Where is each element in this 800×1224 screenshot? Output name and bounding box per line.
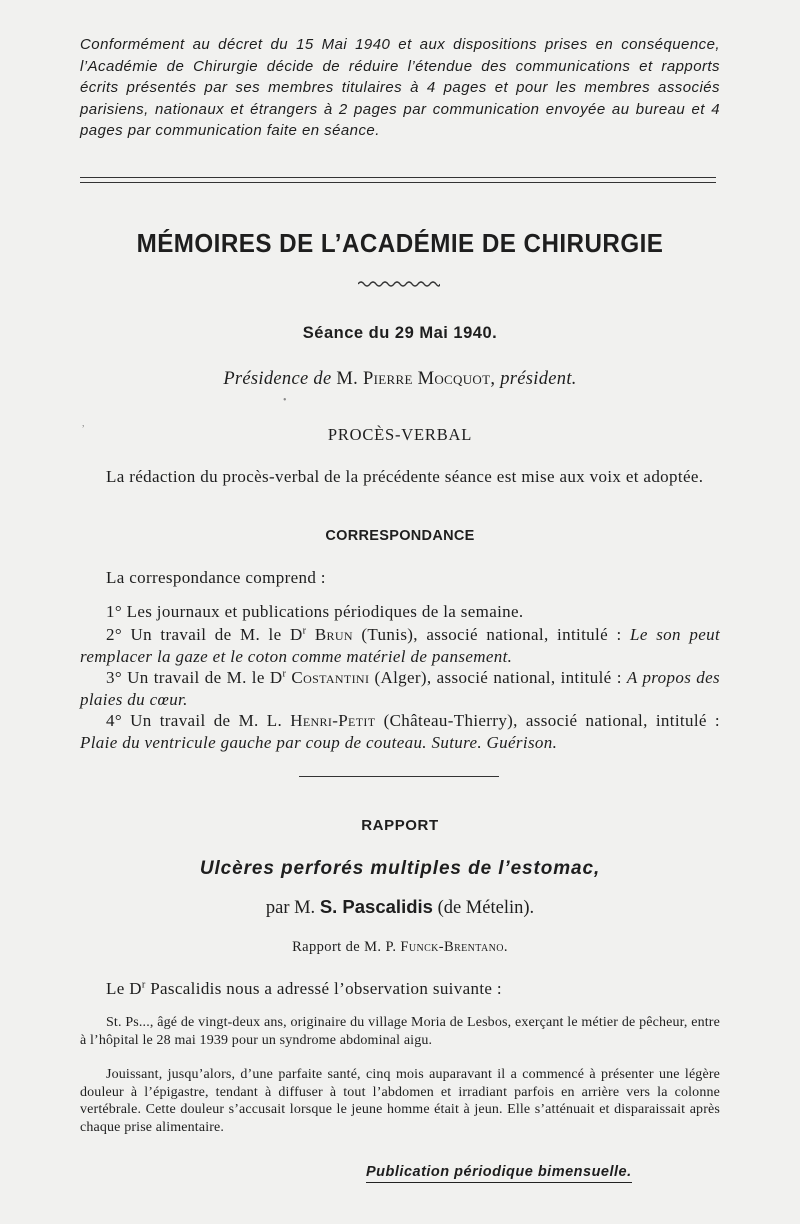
observation-paragraph-2: Jouissant, jusqu’alors, d’une parfaite santé, cinq mois auparavant il a commencé à présenter une légère douleur à l’épigastre, tendant à diffuser à tout l’abdomen et irradiant parfois en arrière vers la colonne vertébrale. Cette douleur s’accusait lorsque le jeune homme était à jeun. Elle s’atténuait et disparaissait après chaque prise alimentaire. [80,1067,720,1135]
seance-date: Séance du 29 Mai 1940. [302,324,498,342]
correspondance-item-3: 3° Un travail de M. le $D^r$ Costantini (Alger), associé national, intitulé : A propos des plaies du cœur. [80,668,721,709]
author-brun: Brun [314,625,353,644]
footer-publication: Publication périodique bimensuelle. [366,1164,632,1183]
ornament-squiggle [358,279,440,287]
report-author: S. Pascalidis [319,896,433,917]
work-title-2: Le son peut remplacer la gaze et le coton comme matériel de pansement. [80,625,721,666]
observation-paragraph-1: St. Ps..., âgé de vingt-deux ans, originaire du village Moria de Lesbos, exerçant le métier de pêcheur, entre à l’hôpital le 28 mai 1939 pour un syndrome abdominal aigu. [80,1015,720,1048]
header-rule-bottom [80,182,716,183]
rapporteur-name: Funck-Brentano. [400,939,508,955]
president-name: Pierre Mocquot [363,369,491,389]
correspondance-item-2: 2° Un travail de M. le $D^r$ Brun (Tunis), associé national, intitulé : Le son peut remplacer la gaze et le coton comme matériel de pansement. [80,625,721,666]
correspondance-intro: La correspondance comprend : [106,568,326,587]
report-author-line: par M. S. Pascalidis (de Mételin). [265,896,535,918]
presidence-line: Présidence de M. Pierre Mocquot, président. [223,369,577,389]
correspondance-item-4: 4° Un travail de M. L. Henri-Petit (Château-Thierry), associé national, intitulé : Plaie du ventricule gauche par coup de couteau. Suture. Guérison. [80,711,720,752]
section-divider [299,776,499,777]
correspondance-heading: CORRESPONDANCE [325,528,475,544]
author-henri-petit: Henri-Petit [290,711,376,730]
speck-mark-left: , [82,418,85,429]
correspondance-item-1: 1° Les journaux et publications périodiques de la semaine. [106,602,524,621]
proces-verbal-text: La rédaction du procès-verbal de la précédente séance est mise aux voix et adoptée. [106,467,704,486]
speck-mark: • [283,395,287,406]
report-title: Ulcères perforés multiples de l’estomac, [199,858,601,879]
rapport-heading: RAPPORT [361,817,439,834]
main-title: MÉMOIRES DE L’ACADÉMIE DE CHIRURGIE [136,228,664,258]
presidence-m: M. [336,369,359,389]
author-costantini: Costantini [291,668,370,687]
work-title-4: Plaie du ventricule gauche par coup de couteau. Suture. Guérison. [80,733,558,752]
report-origin: (de Mételin). [437,898,535,918]
report-lead: Le $D^r$ Pascalidis nous a adressé l’observation suivante : [106,979,502,998]
work-title-3: A propos des plaies du cœur. [80,668,721,709]
presidence-prefix: Présidence de [223,369,332,389]
presidence-suffix: président. [500,369,577,389]
decree-notice: Conformément au décret du 15 Mai 1940 et aux dispositions prises en conséquence, l’Académie de Chirurgie décide de réduire l’étendue des communications et rapports écrits présentés par ses membres titulaires à 4 pages et pour les membres associés parisiens, nationaux et étrangers à 2 pages par communication envoyée au bureau et 4 pages par communication faite en séance. [80,36,720,139]
header-rule-top [80,177,716,178]
rapporteur-line: Rapport de M. P. Funck-Brentano. [292,939,508,955]
proces-verbal-heading: PROCÈS-VERBAL [327,425,473,444]
